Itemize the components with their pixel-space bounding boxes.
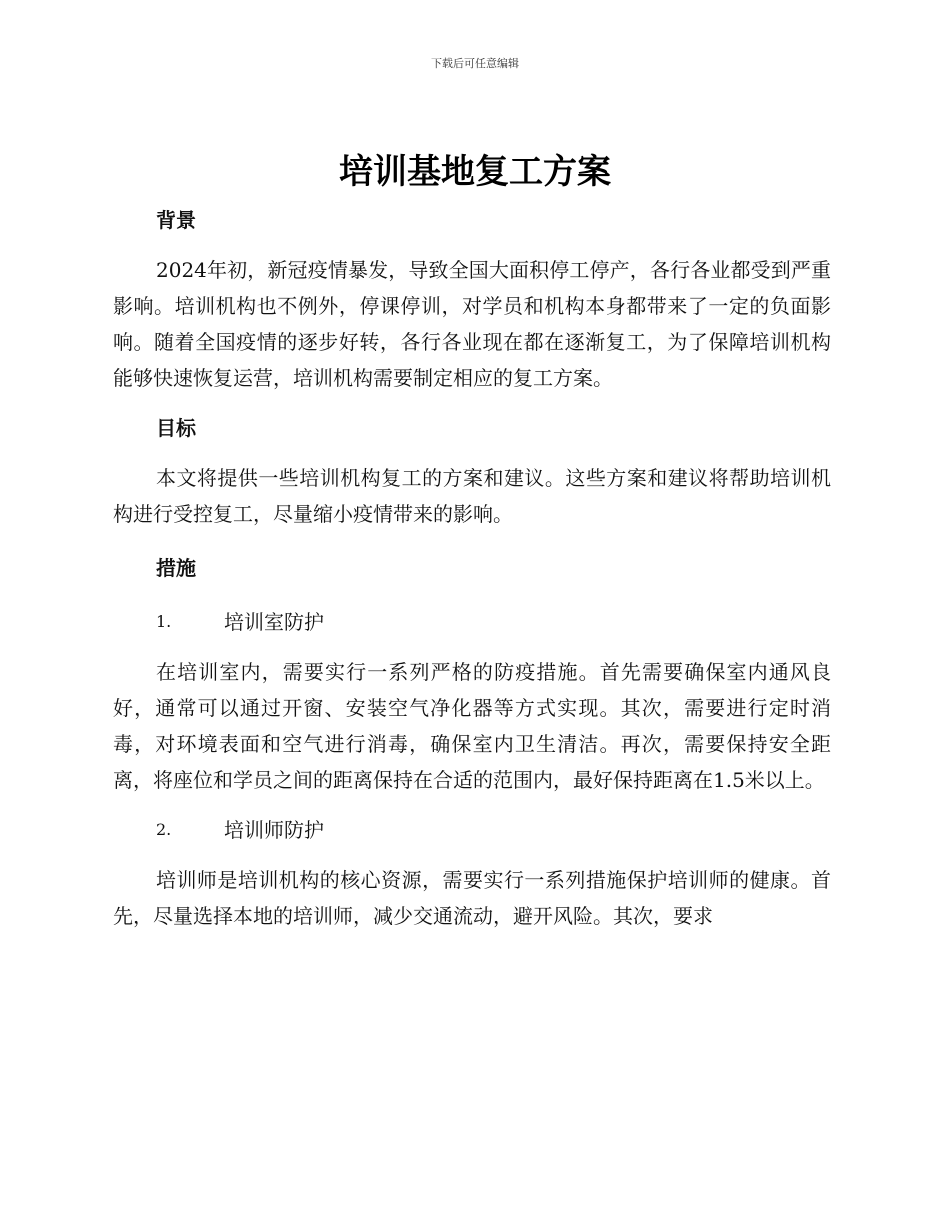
background-paragraph: 2024年初，新冠疫情暴发，导致全国大面积停工停产，各行各业都受到严重影响。培训机构也不例外，停课停训，对学员和机构本身都带来了一定的负面影响。随着全国疫情的逐步好转，各行各业现在都在逐渐复工，为了保障培训机构能够快速恢复运营，培训机构需要制定相应的复工方案。 bbox=[113, 258, 831, 390]
list-item-number: 1. bbox=[156, 612, 172, 631]
goal-paragraph: 本文将提供一些培训机构复工的方案和建议。这些方案和建议将帮助培训机构进行受控复工，尽量缩小疫情带来的影响。 bbox=[113, 466, 831, 526]
document-title: 培训基地复工方案 bbox=[339, 152, 611, 192]
page-header: 下载后可任意编辑 bbox=[431, 57, 519, 70]
list-item bbox=[113, 808, 831, 852]
section-heading-measures: 措施 bbox=[156, 556, 196, 580]
list-item-label: 培训室防护 bbox=[224, 610, 324, 634]
measure-paragraph: 培训师是培训机构的核心资源，需要实行一系列措施保护培训师的健康。首先，尽量选择本地的培训师，减少交通流动，避开风险。其次，要求 bbox=[113, 868, 831, 928]
section-heading-goal: 目标 bbox=[156, 416, 196, 440]
list-item-number: 2. bbox=[156, 820, 172, 839]
section-heading-background: 背景 bbox=[156, 208, 196, 232]
list-item-label: 培训师防护 bbox=[224, 818, 324, 842]
measure-paragraph: 在培训室内，需要实行一系列严格的防疫措施。首先需要确保室内通风良好，通常可以通过开窗、安装空气净化器等方式实现。其次，需要进行定时消毒，对环境表面和空气进行消毒，确保室内卫生清洁。再次，需要保持安全距离，将座位和学员之间的距离保持在合适的范围内，最好保持距离在1.5米以上。 bbox=[113, 660, 831, 792]
document-body bbox=[113, 198, 831, 934]
list-item bbox=[113, 600, 831, 644]
